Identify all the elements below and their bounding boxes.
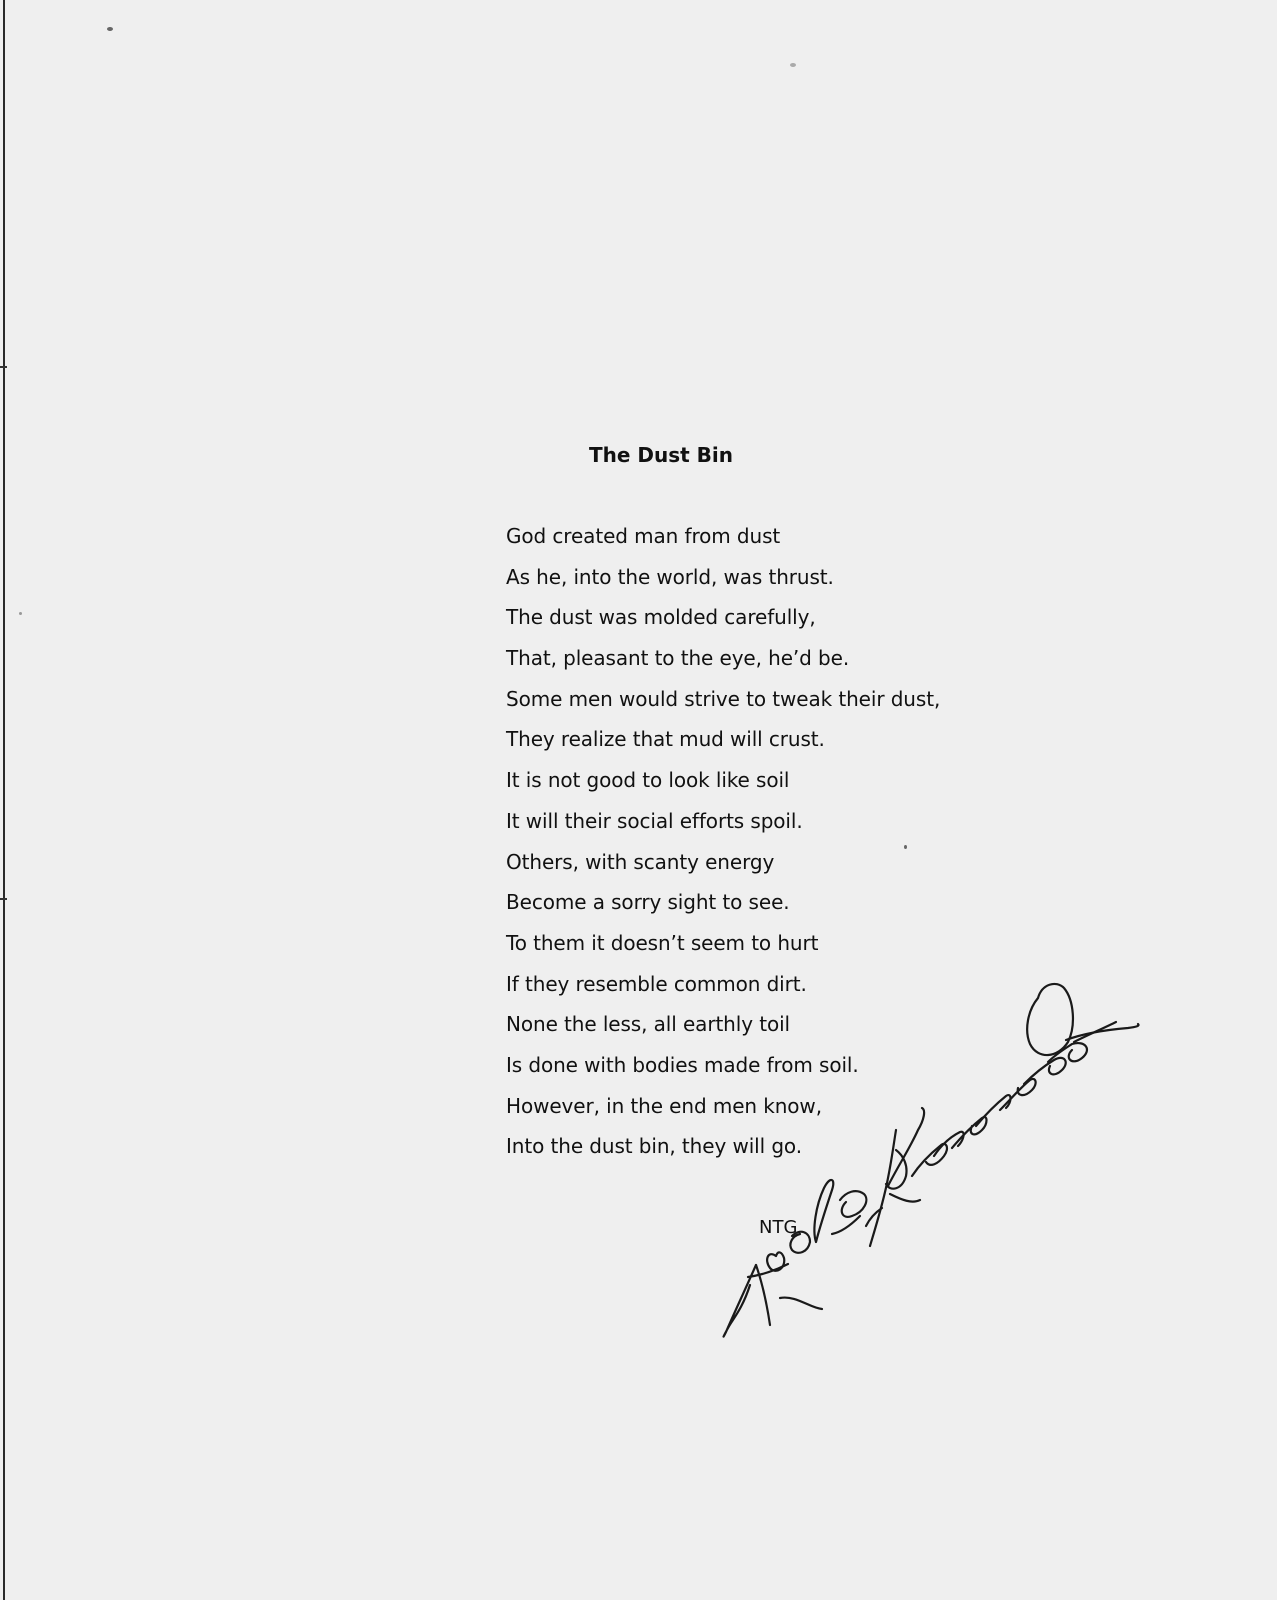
poem-title: The Dust Bin [589,443,734,467]
poem-line: That, pleasant to the eye, he’d be. [506,646,850,671]
scan-speck [107,27,113,31]
scan-speck [19,612,22,615]
poem-line: Into the dust bin, they will go. [506,1134,802,1159]
poem-line: Become a sorry sight to see. [506,890,790,915]
poem-line: It is not good to look like soil [506,768,790,793]
poem-line: It will their social efforts spoil. [506,808,803,833]
poem-line: If they resemble common dirt. [506,971,807,996]
poem-line: Is done with bodies made from soil. [506,1052,859,1077]
edge-mark [0,898,7,900]
poem-line: Others, with scanty energy [506,849,775,874]
poem-line: They realize that mud will crust. [506,727,825,752]
poem-line: However, in the end men know, [506,1093,822,1118]
handwritten-signature-icon [720,980,1140,1340]
poem-line: As he, into the world, was thrust. [506,564,834,589]
poem-line: Some men would strive to tweak their dust, [506,686,941,711]
author-initials: NTG [759,1217,798,1238]
poem-line: God created man from dust [506,524,781,548]
poem-line: None the less, all earthly toil [506,1012,790,1037]
scan-speck [790,63,796,67]
poem-line: The dust was molded carefully, [506,605,816,630]
poem-line: To them it doesn’t seem to hurt [506,930,819,955]
edge-mark [0,366,7,368]
page-left-edge [3,0,5,1600]
